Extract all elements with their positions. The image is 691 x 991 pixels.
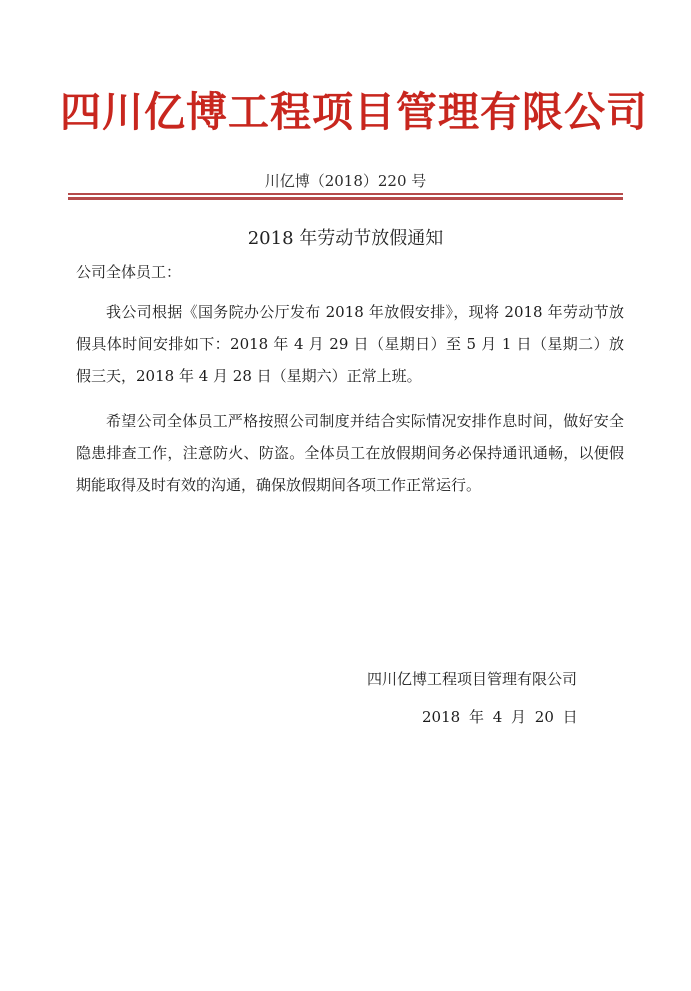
salutation: 公司全体员工： bbox=[76, 263, 182, 281]
signature-date: 2018 年 4 月 20 日 bbox=[422, 708, 578, 726]
header-divider-thick bbox=[68, 197, 623, 200]
signature-company: 四川亿博工程项目管理有限公司 bbox=[367, 670, 578, 688]
document-number: 川亿博（2018）220 号 bbox=[264, 172, 427, 190]
company-letterhead: 四川亿博工程项目管理有限公司 bbox=[60, 88, 648, 136]
notice-title: 2018 年劳动节放假通知 bbox=[247, 228, 444, 249]
body-paragraph: 我公司根据《国务院办公厅发布 2018 年放假安排》，现将 2018 年劳动节放假具体时间安排如下：2018 年 4 月 29 日（星期日）至 5 月 1 日（星期二）放假三天，2018 年 4 月 28 日（星期六）正常上班。 bbox=[76, 303, 624, 385]
header-divider-thin bbox=[68, 193, 623, 195]
body-paragraph: 希望公司全体员工严格按照公司制度并结合实际情况安排作息时间，做好安全隐患排查工作，注意防火、防盗。全体员工在放假期间务必保持通讯通畅，以便假期能取得及时有效的沟通，确保放假期间各项工作正常运行。 bbox=[76, 412, 624, 494]
